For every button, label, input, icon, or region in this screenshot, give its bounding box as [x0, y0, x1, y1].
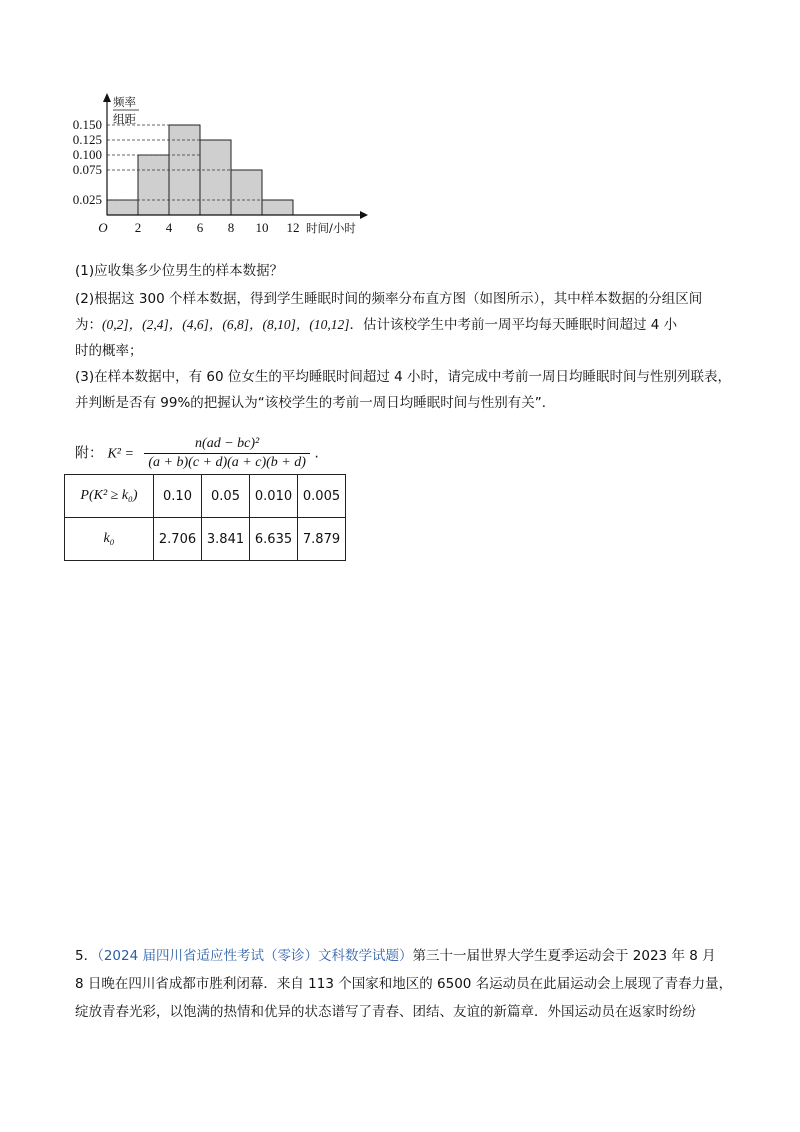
y-tick-label: 0.150	[72, 117, 102, 132]
x-tick-label: 6	[196, 220, 204, 235]
question-5	[75, 942, 745, 1026]
question-2	[75, 286, 745, 364]
table-cell: 0.005	[298, 475, 346, 518]
histogram-bar	[138, 155, 169, 215]
question-5-number: 5．	[75, 948, 98, 964]
y-axis-label-top: 频率	[113, 95, 136, 109]
question-3	[75, 364, 745, 416]
question-5-line-1-text: 第三十一届世界大学生夏季运动会于 2023 年 8 月	[412, 948, 716, 964]
table-cell: 7.879	[298, 518, 346, 561]
table-cell: 0.10	[154, 475, 202, 518]
table-head-probability: P(K² ≥ k₀)	[65, 475, 154, 518]
origin-label: O	[98, 220, 108, 235]
question-3-line-1: (3)在样本数据中，有 60 位女生的平均睡眠时间超过 4 小时，请完成中考前一周日均睡眠时间与性别列联表，	[75, 369, 732, 385]
y-tick-label: 0.025	[72, 192, 102, 207]
formula-fraction	[144, 436, 310, 471]
question-2-suffix: ．估计该校学生中考前一周平均每天睡眠时间超过 4 小	[349, 317, 678, 333]
x-tick-label: 10	[255, 220, 269, 235]
formula-end: .	[314, 445, 319, 462]
question-2-line-3: 时的概率；	[75, 343, 143, 359]
question-1: (1)应收集多少位男生的样本数据？	[75, 263, 284, 279]
question-5-source: （2024 届四川省适应性考试（零诊）文科数学试题）	[97, 948, 413, 964]
histogram	[60, 90, 380, 260]
histogram-bar	[231, 170, 262, 215]
question-5-line-3: 绽放青春光彩，以饱满的热情和优异的状态谱写了青春、团结、友谊的新篇章．外国运动员在返家时纷纷	[75, 1004, 696, 1020]
x-tick-label: 2	[134, 220, 142, 235]
y-tick-label: 0.100	[72, 147, 102, 162]
x-tick-label: 4	[165, 220, 173, 235]
table-head-k0: k₀	[65, 518, 154, 561]
table-cell: 6.635	[250, 518, 298, 561]
question-5-line-2: 8 日晚在四川省成都市胜利闭幕．来自 113 个国家和地区的 6500 名运动员在此届运动会上展现了青春力量，	[75, 976, 733, 992]
critical-value-table	[64, 474, 346, 561]
table-cell: 0.05	[202, 475, 250, 518]
y-axis-label-bottom: 组距	[113, 112, 136, 126]
question-2-line-1: (2)根据这 300 个样本数据，得到学生睡眠时间的频率分布直方图（如图所示），其中样本数据的分组区间	[75, 291, 703, 307]
histogram-bar	[262, 200, 293, 215]
y-axis-arrow	[103, 93, 111, 102]
formula-denominator: (a + b)(c + d)(a + c)(b + d)	[148, 455, 306, 470]
question-5-line-1	[75, 942, 745, 970]
question-3-line-2: 并判断是否有 99%的把握认为“该校学生的考前一周日均睡眠时间与性别有关”．	[75, 395, 556, 411]
formula-lhs: K² =	[107, 446, 134, 462]
table-cell: 2.706	[154, 518, 202, 561]
question-2-prefix: 为：	[75, 317, 102, 333]
table-cell: 0.010	[250, 475, 298, 518]
x-axis-label: 时间/小时	[306, 221, 356, 235]
formula-numerator: n(ad − bc)²	[144, 436, 310, 454]
question-2-line-2	[75, 312, 745, 338]
histogram-bar	[200, 140, 231, 215]
y-tick-label: 0.125	[72, 132, 102, 147]
question-2-intervals: (0,2]，(2,4]，(4,6]，(6,8]，(8,10]，(10,12]	[102, 317, 350, 332]
table-row	[65, 518, 346, 561]
histogram-bar	[107, 200, 138, 215]
table-cell: 3.841	[202, 518, 250, 561]
x-tick-label: 12	[286, 220, 300, 235]
x-axis-arrow	[360, 211, 368, 219]
x-tick-label: 8	[227, 220, 235, 235]
appendix-formula	[75, 436, 319, 471]
table-row	[65, 475, 346, 518]
appendix-label: 附：	[75, 445, 103, 462]
y-tick-label: 0.075	[72, 162, 102, 177]
